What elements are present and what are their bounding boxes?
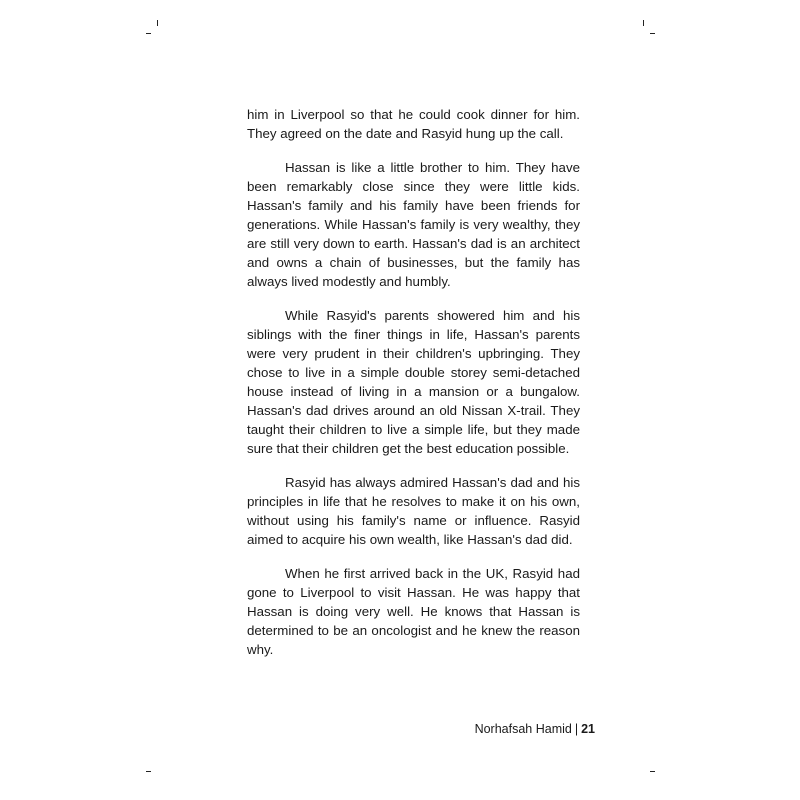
page-footer bbox=[475, 722, 595, 736]
footer-author: Norhafsah Hamid bbox=[474, 722, 572, 736]
paragraph: When he first arrived back in the UK, Rasyid had gone to Liverpool to visit Hassan. He was happy that Hassan is doing very well. He knows that Hassan is determined to be an oncologist and he knew the reason why. bbox=[247, 566, 580, 657]
crop-mark-bottom-left bbox=[146, 771, 151, 772]
crop-mark-top-left bbox=[157, 20, 158, 26]
crop-mark-top-right bbox=[643, 20, 644, 26]
crop-mark-bottom-right bbox=[650, 771, 655, 772]
paragraph: Rasyid has always admired Hassan's dad and his principles in life that he resolves to make it on his own, without using his family's name or influence. Rasyid aimed to acquire his own wealth, like Hassan's dad did. bbox=[247, 475, 580, 547]
footer-separator: | bbox=[574, 722, 579, 736]
body-text bbox=[247, 105, 580, 674]
crop-mark-top-left-h bbox=[146, 33, 151, 34]
paragraph: him in Liverpool so that he could cook dinner for him. They agreed on the date and Rasyid hung up the call. bbox=[247, 107, 580, 141]
paragraph: Hassan is like a little brother to him. They have been remarkably close since they were little kids. Hassan's family and his family have been friends for generations. While Hassan's family is very wealthy, they are still very down to earth. Hassan's dad is an architect and owns a chain of businesses, but the family has always lived modestly and humbly. bbox=[247, 160, 580, 289]
page-number: 21 bbox=[581, 722, 595, 736]
crop-mark-top-right-h bbox=[650, 33, 655, 34]
paragraph: While Rasyid's parents showered him and his siblings with the finer things in life, Hassan's parents were very prudent in their children's upbringing. They chose to live in a simple double storey semi-detached house instead of living in a mansion or a bungalow. Hassan's dad drives around an old Nissan X-trail. They taught their children to live a simple life, but they made sure that their children get the best education possible. bbox=[247, 308, 580, 456]
